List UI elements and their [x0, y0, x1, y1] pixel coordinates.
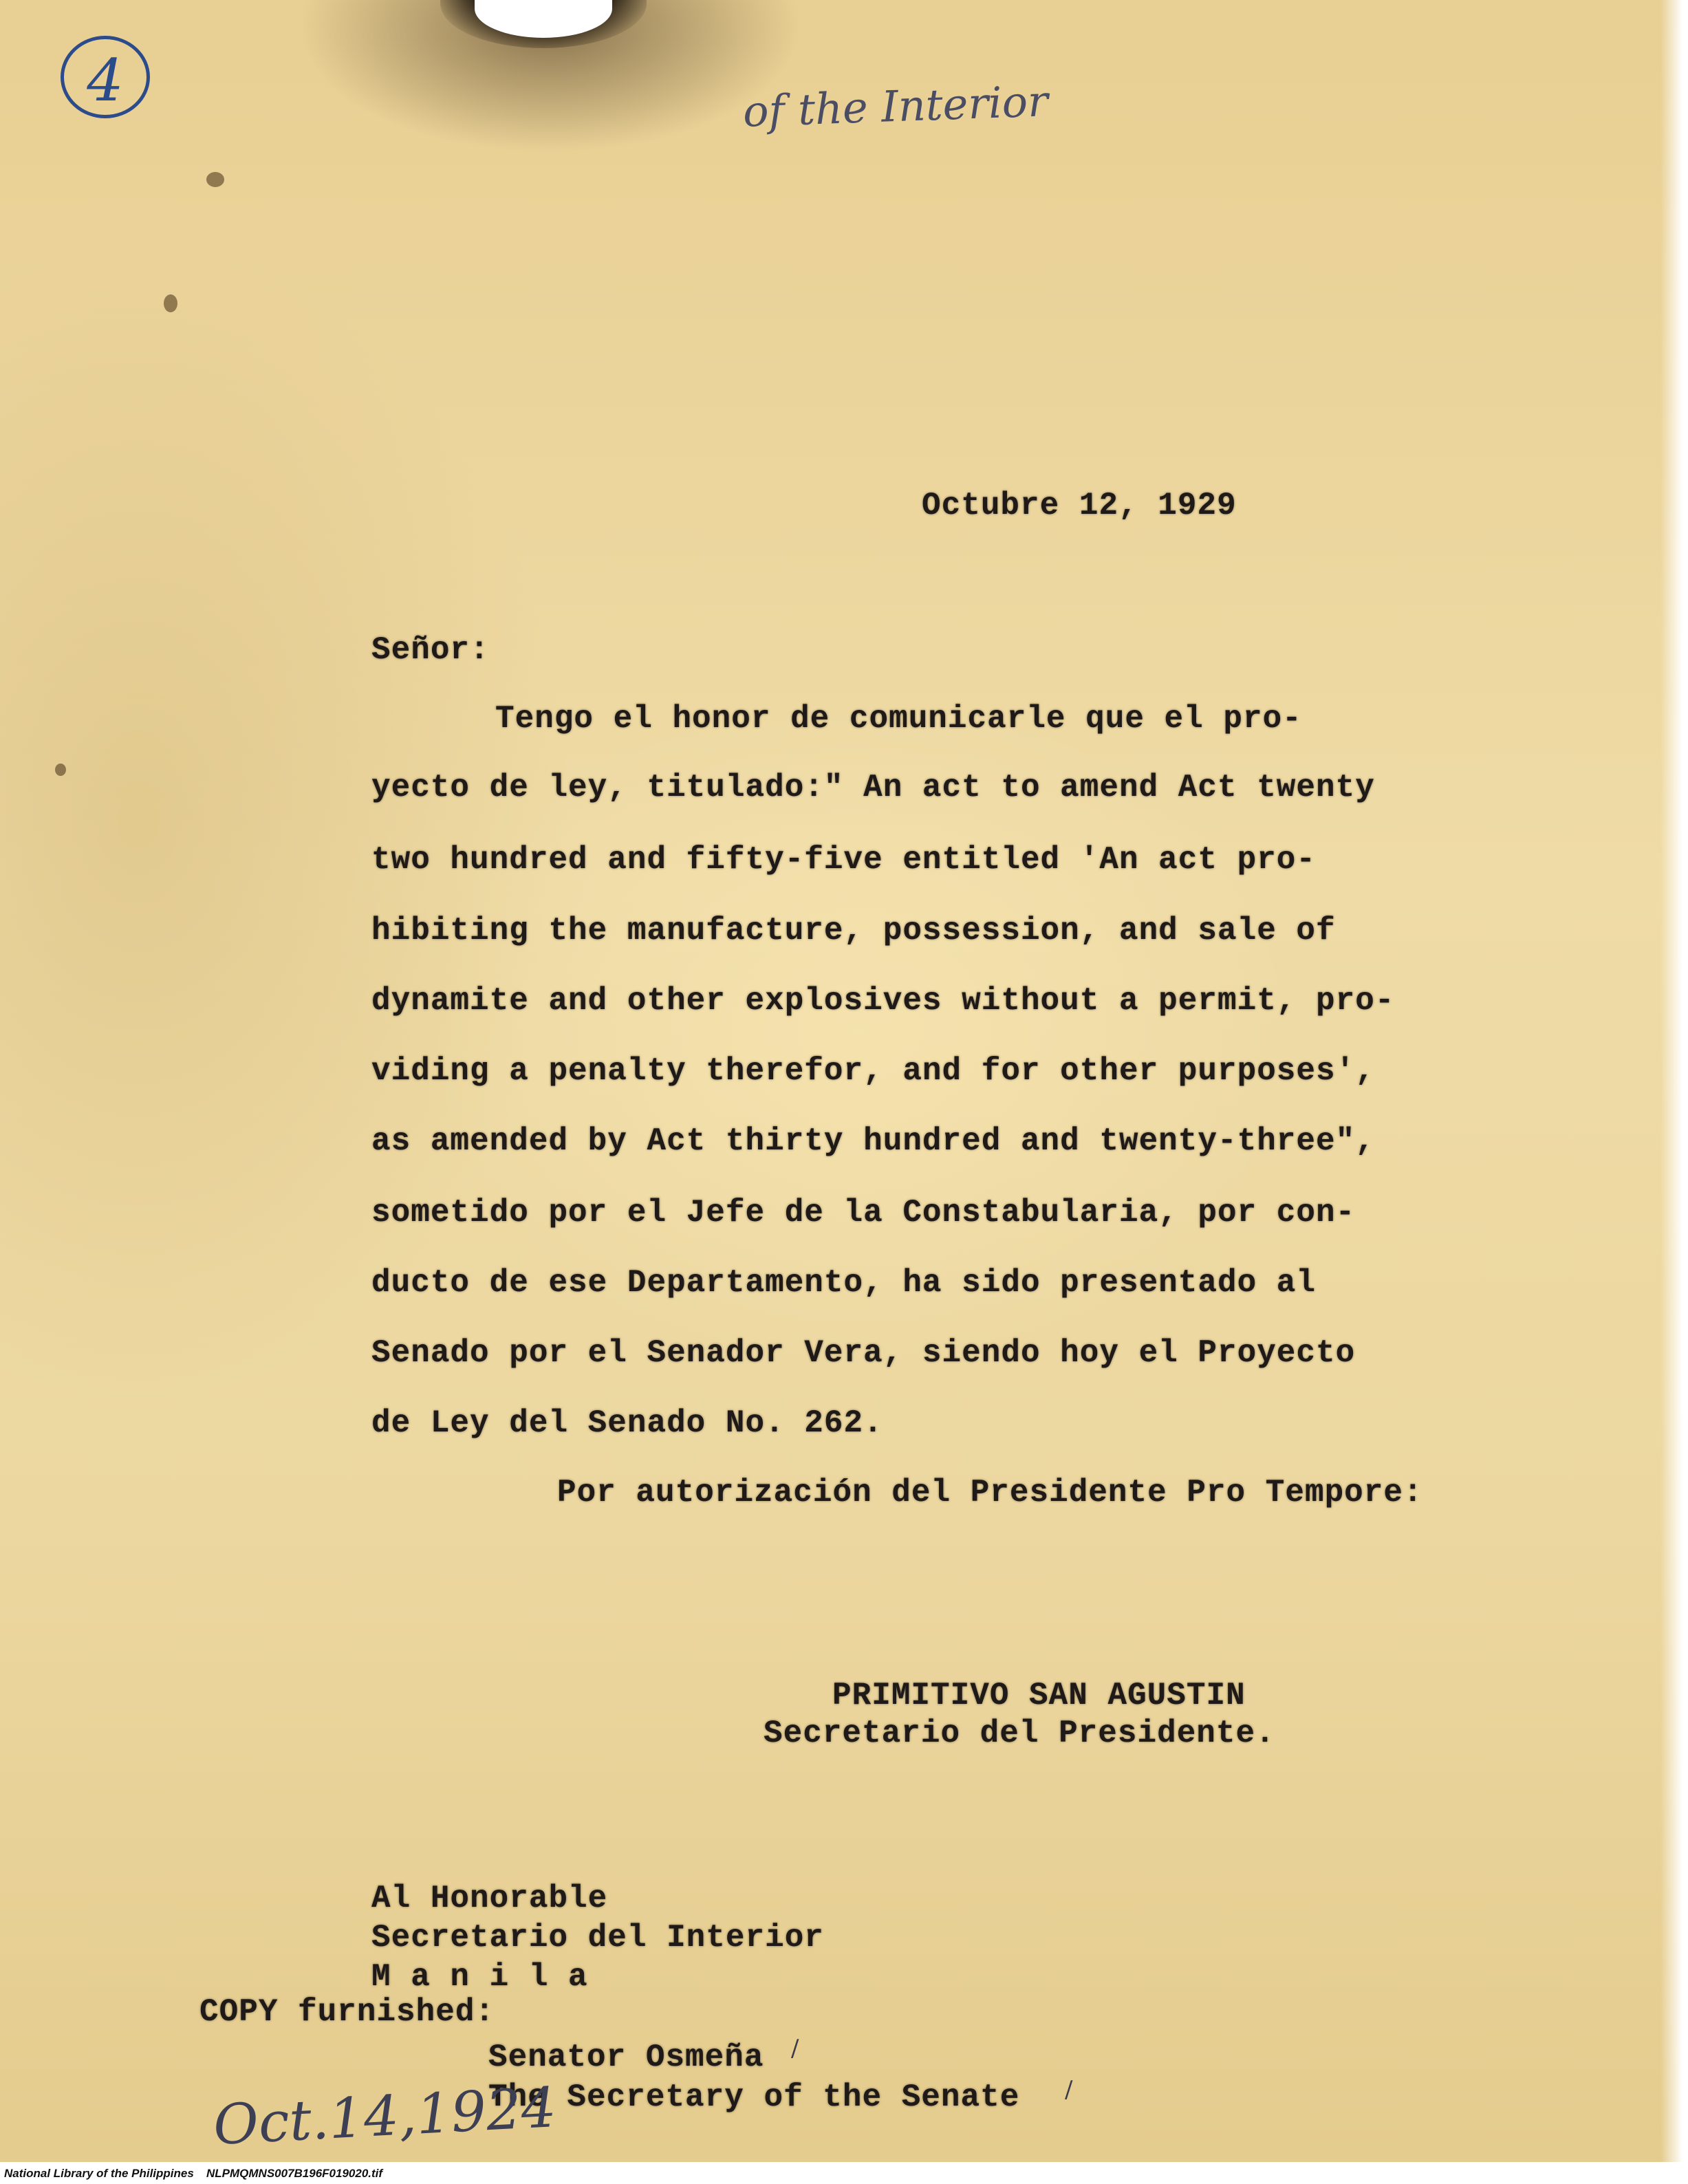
letter-date: Octubre 12, 1929 [922, 488, 1237, 523]
body-line: two hundred and fifty-five entitled 'An act pro- [371, 842, 1317, 878]
copy-recipient: The Secretary of the Senate [488, 2079, 1020, 2115]
signer-name: PRIMITIVO SAN AGUSTIN [832, 1678, 1246, 1713]
paper-edge [1660, 0, 1688, 2184]
body-line: Senado por el Senador Vera, siendo hoy el Proyecto [371, 1335, 1356, 1371]
body-line: viding a penalty therefor, and for other purposes', [371, 1053, 1375, 1089]
stain-mark [206, 172, 224, 187]
copy-label: COPY furnished: [199, 1994, 495, 2030]
authorization-line: Por autorización del Presidente Pro Tempore: [557, 1475, 1423, 1511]
addressee-line: Secretario del Interior [371, 1920, 824, 1956]
body-line: hibiting the manufacture, possession, and sale of [371, 913, 1336, 949]
addressee-line: M a n i l a [371, 1959, 588, 1995]
copy-recipient: Senator Osmeña [488, 2040, 764, 2075]
addressee-line: Al Honorable [371, 1881, 608, 1916]
stain-mark [164, 294, 177, 312]
footer-file-id: NLPMQMNS007B196F019020.tif [206, 2167, 383, 2180]
body-line: dynamite and other explosives without a permit, pro- [371, 983, 1395, 1019]
body-line: yecto de ley, titulado:" An act to amend Act twenty [371, 770, 1375, 806]
page-number-circle: 4 [61, 36, 150, 118]
body-line: ducto de ese Departamento, ha sido presentado al [371, 1265, 1317, 1301]
salutation: Señor: [371, 632, 490, 668]
body-line: sometido por el Jefe de la Constabularia, por con- [371, 1195, 1356, 1231]
footer-library: National Library of the Philippines [4, 2167, 194, 2180]
body-line: de Ley del Senado No. 262. [371, 1405, 883, 1441]
check-mark: / [791, 2035, 799, 2062]
handwritten-top-note: of the Interior [742, 76, 1049, 137]
stain-mark [55, 764, 66, 776]
body-line: Tengo el honor de comunicarle que el pro- [495, 701, 1302, 737]
signer-title: Secretario del Presidente. [764, 1716, 1275, 1751]
check-mark: / [1065, 2076, 1073, 2104]
handwritten-date: Oct.14,1924 [211, 2075, 558, 2157]
body-line: as amended by Act thirty hundred and twenty-three", [371, 1123, 1375, 1159]
